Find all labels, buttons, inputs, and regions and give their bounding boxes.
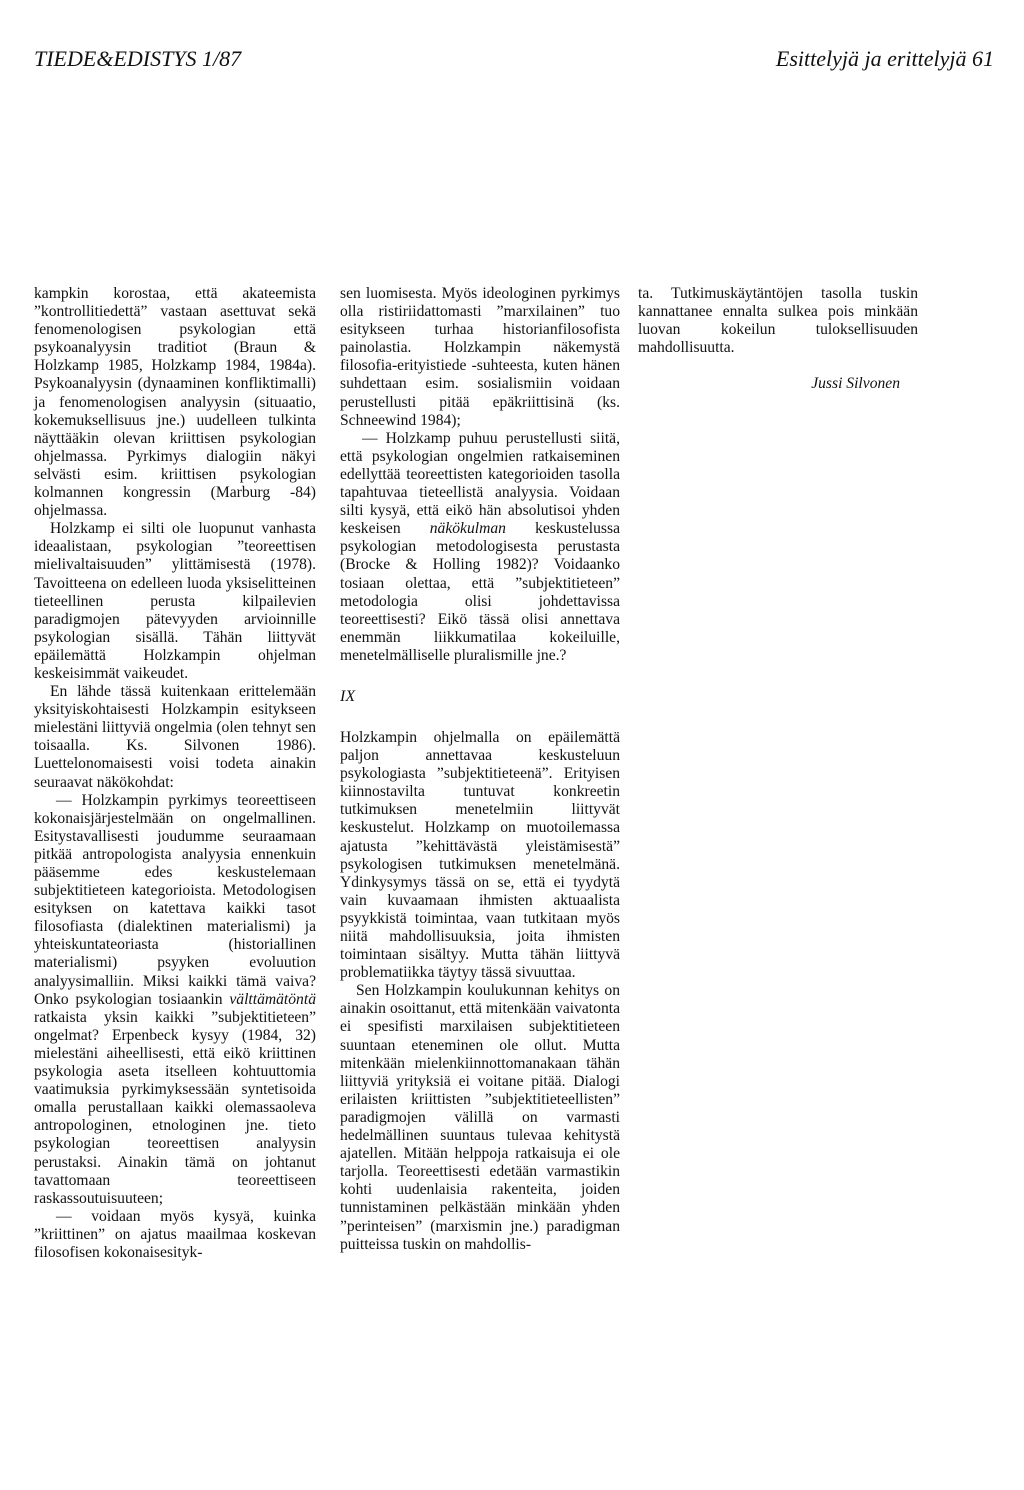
text-run: — Holzkampin pyrkimys teoreettiseen kokonaisjärjestelmään on ongelmallinen. Esitystavallisesti joudumme seuraamaan pitkää antropologista analyysia ennenkuin pääsemme edes keskustelemaan subjektitieteen kategorioista. Metodologisen esityksen on katettava kaikki tasot filosofiasta (dialektinen materialismi) ja yhteiskuntateoriasta (historiallinen materialismi) psyyken evoluution analyysimalliin. Miksi kaikki tämä vaiva? Onko psykologian tosiaankin [34, 791, 316, 1008]
paragraph: En lähde tässä kuitenkaan erittelemään yksityiskohtaisesti Holzkampin esitykseen mielestäni liittyviä ongelmia (olen tehnyt sen toisaalla. Ks. Silvonen 1986). Luettelonomaisesti voisi todeta ainakin seuraavat näkökohdat: [34, 683, 316, 791]
paragraph: ta. Tutkimuskäytäntöjen tasolla tuskin kannattanee ennalta sulkea pois minkään luovan kokeilun tuloksellisuuden mahdollisuutta. [638, 285, 918, 357]
emphasis: välttämätöntä [229, 990, 316, 1008]
text-run: ratkaista yksin kaikki ”subjektitieteen” ongelmat? Erpenbeck kysyy (1984, 32) mielestäni aiheellisesti, että eikö kriittinen psykologia aseta itselleen kohtuuttomia vaatimuksia pyrkimyksessään syntetisoida omalla perustallaan kaikki olemassaoleva antropologinen, etnologinen jne. tieto psykologian teoreettisen analyysin perustaksi. Ainakin tämä on johtanut tavattomaan teoreettiseen raskassoutuisuuteen; [34, 1008, 316, 1207]
paragraph: — voidaan myös kysyä, kuinka ”kriittinen” on ajatus maailmaa koskevan filosofisen kokonaisesityk- [34, 1207, 316, 1261]
paragraph [340, 430, 620, 665]
paragraph: sen luomisesta. Myös ideologinen pyrkimys olla ristiriidattomasti ”marxilainen” tuo esitykseen turhaa historianfilosofista painolastia. Holzkampin näkemystä filosofia-erityistiede -suhteesta, kuten hänen suhdettaan esim. sosialismiin voidaan perustellusti pitää epäkriittisinä (ks. Schneewind 1984); [340, 285, 620, 429]
running-head-journal: TIEDE&EDISTYS 1/87 [34, 46, 242, 71]
author-signature: Jussi Silvonen [811, 375, 900, 393]
paragraph: Holzkamp ei silti ole luopunut vanhasta ideaalistaan, psykologian ”teoreettisen mielivaltaisuuden” ylittämisestä (1978). Tavoitteena on edelleen luoda yksiselitteinen tieteellinen perusta kilpailevien paradigmojen pätevyyden arvioinnille psykologian sisällä. Tähän liittyvät epäilemättä Holzkampin ohjelman keskeisimmät vaikeudet. [34, 520, 316, 682]
text-column-2 [340, 285, 620, 1254]
paragraph: Sen Holzkampin koulukunnan kehitys on ainakin osoittanut, että mitenkään vaivatonta ei spesifisti marxilaisen subjektitieteen suuntaan eteneminen ole ollut. Mutta mitenkään mielenkiinnottomanakaan tähän liittyviä yrityksiä ei voitane pitää. Dialogi erilaisten kriittisten ”subjektitieteellisten” paradigmojen välillä on varmasti hedelmällinen suuntaus tulevaa kehitystä ajatellen. Mitään helppoja ratkaisuja ei ole tarjolla. Teoreettisesti edetään varmastikin kohti uudenlaisia rakenteita, joiden tunnistaminen pelkästään minkään yhden ”perinteisen” (marxismin jne.) paradigman puitteissa tuskin on mahdollis- [340, 982, 620, 1253]
paragraph [34, 792, 316, 1208]
running-head-section: Esittelyjä ja erittelyjä 61 [775, 46, 994, 71]
text-column-1 [34, 285, 316, 1262]
text-run: — Holzkamp puhuu perustellusti siitä, että psykologian ongelmien ratkaiseminen edellyttää teoreettisten kategorioiden tasolla tapahtuvaa tieteellistä analyysia. Voidaan silti kysyä, että eikö hän absolutisoi yhden keskeisen [340, 429, 620, 538]
emphasis: näkökulman [429, 520, 506, 538]
text-run: keskustelussa psykologian metodologisesta perustasta (Brocke & Holling 1982)? Voidaanko tosiaan olettaa, että ”subjektitieteen” metodologia olisi johdettavissa teoreettisesti? Eikö tässä olisi annettava enemmän liikkumatilaa kokeiluille, menetelmälliselle pluralismille jne.? [340, 520, 620, 664]
section-heading: IX [340, 687, 356, 705]
paragraph: Holzkampin ohjelmalla on epäilemättä paljon annettavaa keskusteluun psykologiasta ”subjektitieteenä”. Erityisen kiinnostavilta tuntuvat konkreetin tutkimuksen menetelmiin liittyvät keskustelut. Holzkamp on muotoilemassa ajatusta ”kehittävästä yleistämisestä” psykologisen tutkimuksen menetelmänä. Ydinkysymys tässä on se, että ei tyydytä vain kuvaamaan ihmisten aktuaalista psyykkistä toimintaa, vaan tutkitaan myös niitä mahdollisuuksia, joita ihmisten toimintaan sisältyy. Mutta tähän liittyvä problematiikka täytyy tässä sivuuttaa. [340, 728, 620, 982]
text-column-3 [638, 285, 918, 393]
paragraph: kampkin korostaa, että akateemista ”kontrollitiedettä” vastaan asettuvat sekä fenomenologisen psykologian että psykoanalyysin traditiot (Braun & Holzkamp 1985, Holzkamp 1984, 1984a). Psykoanalyysin (dynaaminen konfliktimalli) ja fenomenologisen analyysin (situaatio, kokemuksellisuus jne.) uudelleen tulkinta näyttääkin olevan kriittisen psykologian ohjelmassa. Pyrkimys dialogiin näkyi selvästi esim. kriittisen psykologian kolmannen kongressin (Marburg -84) ohjelmassa. [34, 285, 316, 520]
